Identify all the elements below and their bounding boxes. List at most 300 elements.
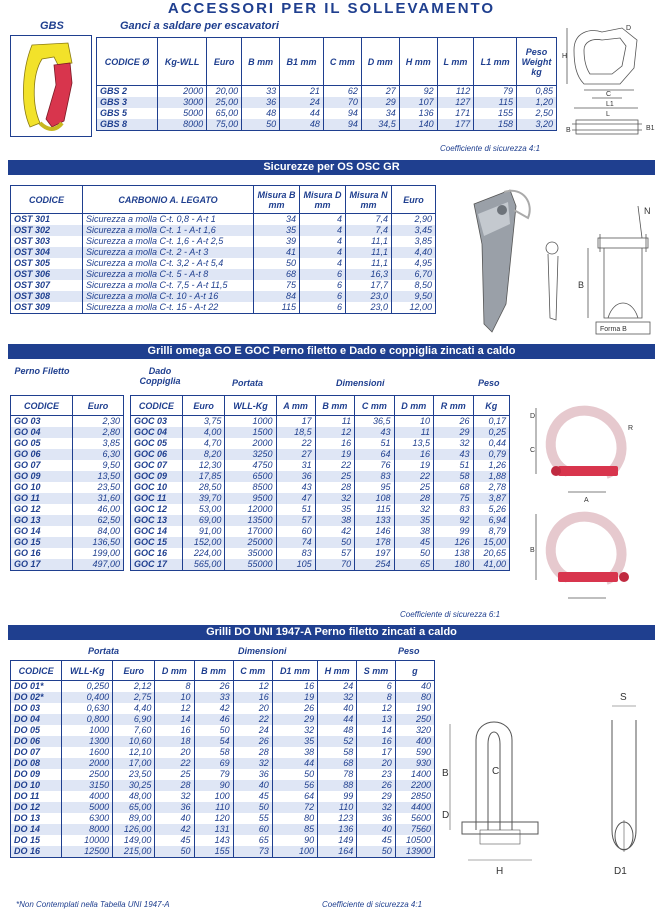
table-cell: 33 — [194, 692, 233, 703]
table-row — [131, 548, 510, 559]
table-cell: 16,3 — [346, 269, 392, 280]
table-cell: 78 — [318, 769, 357, 780]
table-cell: 199,00 — [92, 548, 120, 558]
table-cell: 24 — [280, 97, 324, 108]
table-cell: 5,26 — [488, 504, 506, 514]
table-cell: 36 — [242, 97, 280, 108]
table-cell: 89,00 — [113, 813, 155, 824]
table-cell: 60 — [276, 526, 315, 537]
table-cell: 22 — [155, 758, 194, 769]
table-row — [131, 449, 510, 460]
ost-header: CARBONIO A. LEGATO — [83, 186, 254, 214]
table-cell: 33 — [242, 86, 280, 98]
table-cell: 0,85 — [535, 86, 553, 96]
page-title: ACCESSORI PER IL SOLLEVAMENTO — [167, 0, 496, 17]
table-cell: 36,5 — [355, 416, 394, 428]
table-cell: 45 — [155, 835, 194, 846]
table-cell: 26 — [357, 780, 396, 791]
table-row — [97, 108, 557, 119]
table-row — [131, 416, 510, 428]
go-note: Coefficiente di sicurezza 6:1 — [400, 610, 501, 619]
table-cell: 35 — [394, 515, 433, 526]
table-cell: 25000 — [225, 537, 276, 548]
code-cell: DO 06 — [11, 736, 62, 747]
table-cell: 2850 — [410, 791, 431, 801]
table-cell: Sicurezza a molla C-t. 3,2 - A-t 5,4 — [83, 258, 254, 269]
code-cell: GBS 5 — [97, 108, 158, 119]
table-cell: 50 — [357, 846, 396, 858]
table-cell: 0,800 — [62, 714, 113, 725]
table-cell: 94 — [323, 108, 361, 119]
table-row — [11, 269, 436, 280]
table-cell: 70 — [315, 559, 354, 571]
table-cell: 28 — [315, 482, 354, 493]
go-drawing-a: A — [584, 497, 589, 504]
table-cell: 20 — [155, 747, 194, 758]
table-cell: 42 — [194, 703, 233, 714]
table-cell: 92 — [399, 86, 437, 98]
table-cell: 54 — [194, 736, 233, 747]
table-cell: 55000 — [225, 559, 276, 571]
table-cell: Sicurezza a molla C-t. 10 - A-t 16 — [83, 291, 254, 302]
table-cell: 99 — [318, 791, 357, 802]
table-cell: 65 — [394, 559, 433, 571]
table-cell: 7560 — [395, 824, 434, 835]
table-cell: 115 — [474, 97, 517, 108]
go-bar: Grilli omega GO E GOC Perno filetto e Dado e coppiglia zincati a caldo — [8, 344, 655, 359]
table-cell: 21 — [280, 86, 324, 98]
do-header: WLL-Kg — [62, 661, 113, 681]
code-cell: DO 05 — [11, 725, 62, 736]
code-cell: DO 12 — [11, 802, 62, 813]
table-cell: 32 — [272, 725, 317, 736]
go-table — [10, 395, 124, 571]
table-cell: 4,95 — [414, 258, 432, 268]
table-cell: 6 — [357, 681, 396, 693]
do-drawing-d1: D1 — [614, 866, 627, 877]
table-row — [97, 97, 557, 108]
table-cell: 32 — [357, 802, 396, 813]
table-cell: 107 — [399, 97, 437, 108]
table-cell: 43 — [434, 449, 473, 460]
table-cell: 53,00 — [182, 504, 225, 515]
table-row — [11, 813, 435, 824]
code-cell: GO 05 — [11, 438, 73, 449]
table-cell: 28 — [155, 780, 194, 791]
table-cell: 11,1 — [346, 258, 392, 269]
table-cell: 23,50 — [113, 769, 155, 780]
code-cell: GO 09 — [11, 471, 73, 482]
table-cell: 95 — [355, 482, 394, 493]
go-header: CODICE — [11, 396, 73, 416]
table-cell: 17,85 — [182, 471, 225, 482]
table-cell: 14 — [357, 725, 396, 736]
table-cell: 58 — [318, 747, 357, 758]
table-cell: 12 — [233, 681, 272, 693]
table-row — [11, 747, 435, 758]
table-cell: 28,50 — [182, 482, 225, 493]
svg-text:B: B — [566, 127, 571, 134]
table-cell: 0,250 — [62, 681, 113, 693]
table-cell: 22 — [315, 460, 354, 471]
table-cell: 16 — [394, 449, 433, 460]
table-cell: 10500 — [405, 835, 431, 845]
code-cell: GO 10 — [11, 482, 73, 493]
table-cell: 8,79 — [488, 526, 506, 536]
table-cell: 17,00 — [113, 758, 155, 769]
table-cell: 92 — [434, 515, 473, 526]
table-cell: 112 — [437, 86, 474, 98]
table-cell: 48 — [280, 119, 324, 131]
table-cell: 50 — [394, 548, 433, 559]
table-cell: 55 — [233, 813, 272, 824]
table-cell: 6,90 — [113, 714, 155, 725]
table-cell: 65 — [233, 835, 272, 846]
do-drawing — [440, 680, 658, 880]
table-cell: 47 — [276, 493, 315, 504]
svg-text:H: H — [562, 53, 568, 60]
table-cell: 73 — [233, 846, 272, 858]
table-cell: 190 — [415, 703, 431, 713]
table-cell: 5600 — [410, 813, 431, 823]
go-portata: Portata — [232, 378, 264, 388]
table-cell: 72 — [272, 802, 317, 813]
table-cell: 171 — [437, 108, 474, 119]
table-row — [11, 515, 124, 526]
table-cell: 17000 — [225, 526, 276, 537]
do-note: Coefficiente di sicurezza 4:1 — [322, 900, 423, 909]
table-row — [11, 427, 124, 438]
table-cell: 69,00 — [182, 515, 225, 526]
table-cell: 4 — [300, 247, 346, 258]
table-cell: 100 — [194, 791, 233, 802]
table-cell: 2200 — [395, 780, 434, 791]
go-drawing-r: R — [628, 425, 634, 432]
table-row — [11, 548, 124, 559]
table-cell: 34 — [361, 108, 399, 119]
table-cell: 1500 — [225, 427, 276, 438]
go-drawing-d: D — [530, 413, 536, 420]
code-cell: GOC 16 — [131, 548, 183, 559]
table-cell: 136,50 — [73, 537, 124, 548]
table-cell: 3,87 — [473, 493, 509, 504]
table-row — [131, 526, 510, 537]
table-cell: 224,00 — [182, 548, 225, 559]
table-cell: 12,30 — [182, 460, 225, 471]
table-cell: 20 — [233, 703, 272, 714]
table-cell: 1600 — [62, 747, 113, 758]
goc-header: WLL-Kg — [225, 396, 276, 416]
code-cell: GO 13 — [11, 515, 73, 526]
table-cell: 45 — [394, 537, 433, 548]
table-cell: 136 — [318, 824, 357, 835]
code-cell: DO 04 — [11, 714, 62, 725]
table-cell: 48 — [318, 725, 357, 736]
table-row — [11, 736, 435, 747]
table-cell: 16 — [272, 681, 317, 693]
ost-table — [10, 185, 436, 314]
table-row — [11, 493, 124, 504]
go-header: Euro — [73, 396, 124, 416]
table-cell: 1,88 — [473, 471, 509, 482]
table-cell: 143 — [194, 835, 233, 846]
table-cell: 1000 — [62, 725, 113, 736]
table-cell: 8000 — [62, 824, 113, 835]
do-footnote: *Non Contemplati nella Tabella UNI 1947-A — [16, 900, 170, 909]
table-cell: 12 — [315, 427, 354, 438]
table-cell: 34,5 — [361, 119, 399, 131]
table-cell: 12,00 — [409, 302, 432, 312]
table-cell: 140 — [399, 119, 437, 131]
table-cell: 254 — [355, 559, 394, 571]
code-cell: OST 309 — [11, 302, 83, 314]
code-cell: GOC 17 — [131, 559, 183, 571]
table-row — [11, 438, 124, 449]
table-cell: 10000 — [62, 835, 113, 846]
table-cell: 64 — [355, 449, 394, 460]
table-row — [11, 681, 435, 693]
code-cell: GOC 05 — [131, 438, 183, 449]
code-cell: GOC 13 — [131, 515, 183, 526]
table-row — [11, 449, 124, 460]
table-cell: 497,00 — [73, 559, 124, 571]
table-cell: 79 — [474, 86, 517, 98]
table-cell: 13,50 — [73, 471, 124, 482]
table-cell: 16 — [315, 438, 354, 449]
code-cell: DO 14 — [11, 824, 62, 835]
table-cell: Sicurezza a molla C-t. 1 - A-t 1,6 — [83, 225, 254, 236]
gbs-header: Euro — [207, 38, 242, 86]
table-cell: 3,45 — [392, 225, 436, 236]
table-cell: 12500 — [62, 846, 113, 858]
table-row — [131, 515, 510, 526]
table-cell: 250 — [395, 714, 434, 725]
table-cell: 40 — [318, 703, 357, 714]
table-cell: 48 — [242, 108, 280, 119]
ost-drawing-b: B — [578, 280, 585, 290]
table-row — [131, 537, 510, 548]
code-cell: DO 09 — [11, 769, 62, 780]
table-cell: 10,60 — [113, 736, 155, 747]
table-cell: 69 — [194, 758, 233, 769]
table-cell: 68 — [318, 758, 357, 769]
table-cell: 149,00 — [113, 835, 155, 846]
table-cell: 83 — [276, 548, 315, 559]
table-cell: 29 — [361, 97, 399, 108]
table-cell: 1400 — [410, 769, 431, 779]
table-cell: 2500 — [62, 769, 113, 780]
table-cell: 16 — [357, 736, 396, 747]
code-cell: DO 11 — [11, 791, 62, 802]
do-dimensioni: Dimensioni — [238, 646, 287, 656]
code-cell: DO 02* — [11, 692, 62, 703]
table-cell: 75 — [434, 493, 473, 504]
gbs-header: H mm — [399, 38, 437, 86]
table-cell: 2,30 — [102, 416, 120, 426]
table-row — [131, 460, 510, 471]
goc-header: Euro — [182, 396, 225, 416]
table-cell: 57 — [315, 548, 354, 559]
code-cell: OST 306 — [11, 269, 83, 280]
ost-header: Misura B mm — [254, 186, 300, 214]
table-cell: 100 — [272, 846, 317, 858]
table-cell: 38 — [394, 526, 433, 537]
table-cell: 35 — [254, 225, 300, 236]
table-row — [97, 119, 557, 131]
svg-text:D: D — [626, 25, 632, 32]
table-cell: 6 — [300, 291, 346, 302]
table-row — [131, 559, 510, 571]
table-cell: 12 — [357, 703, 396, 714]
table-cell: 91,00 — [182, 526, 225, 537]
table-cell: 4,00 — [182, 427, 225, 438]
table-cell: 90 — [272, 835, 317, 846]
table-cell: 2000 — [62, 758, 113, 769]
table-cell: 35 — [315, 504, 354, 515]
table-row — [11, 758, 435, 769]
table-row — [11, 802, 435, 813]
do-portata: Portata — [88, 646, 120, 656]
table-cell: 4400 — [395, 802, 434, 813]
svg-text:B1: B1 — [646, 125, 655, 132]
table-row — [11, 769, 435, 780]
table-cell: 2,75 — [113, 692, 155, 703]
table-cell: 41 — [254, 247, 300, 258]
gbs-code: GBS — [40, 20, 64, 32]
table-cell: 36 — [233, 769, 272, 780]
code-cell: OST 303 — [11, 236, 83, 247]
table-row — [11, 280, 436, 291]
table-cell: 10 — [394, 416, 433, 428]
table-cell: 57 — [276, 515, 315, 526]
svg-text:C: C — [606, 91, 612, 98]
table-cell: 0,25 — [473, 427, 509, 438]
table-cell: 25 — [394, 482, 433, 493]
ost-header: Euro — [392, 186, 436, 214]
code-cell: GO 07 — [11, 460, 73, 471]
code-cell: DO 01* — [11, 681, 62, 693]
gbs-header: Peso Weight kg — [517, 38, 557, 86]
code-cell: DO 08 — [11, 758, 62, 769]
go-peso: Peso — [478, 378, 500, 388]
do-header: D mm — [155, 661, 194, 681]
table-cell: 178 — [355, 537, 394, 548]
code-cell: GOC 09 — [131, 471, 183, 482]
table-cell: 131 — [194, 824, 233, 835]
table-cell: 18,5 — [276, 427, 315, 438]
table-cell: 7,60 — [113, 725, 155, 736]
code-cell: GOC 15 — [131, 537, 183, 548]
table-cell: Sicurezza a molla C-t. 2 - A-t 3 — [83, 247, 254, 258]
table-cell: 14 — [155, 714, 194, 725]
table-cell: 51 — [434, 460, 473, 471]
table-cell: 4,40 — [392, 247, 436, 258]
goc-header: C mm — [355, 396, 394, 416]
table-cell: 50 — [242, 119, 280, 131]
table-cell: 1,20 — [517, 97, 557, 108]
table-cell: 50 — [315, 537, 354, 548]
table-cell: 52 — [318, 736, 357, 747]
table-cell: 26 — [233, 736, 272, 747]
table-cell: 68 — [434, 482, 473, 493]
code-cell: GO 06 — [11, 449, 73, 460]
gbs-header: L1 mm — [474, 38, 517, 86]
table-cell: 39 — [254, 236, 300, 247]
do-header: g — [395, 661, 434, 681]
table-cell: 215,00 — [113, 846, 155, 858]
table-row — [11, 236, 436, 247]
table-cell: 58 — [194, 747, 233, 758]
table-cell: 32 — [318, 692, 357, 703]
gbs-drawing — [562, 20, 658, 140]
table-cell: 46,00 — [97, 504, 120, 514]
table-row — [11, 835, 435, 846]
table-cell: 62,50 — [73, 515, 124, 526]
table-cell: 65,00 — [207, 108, 242, 119]
table-cell: 6 — [300, 280, 346, 291]
table-row — [11, 692, 435, 703]
table-cell: 56 — [272, 780, 317, 791]
goc-header: Kg — [473, 396, 509, 416]
code-cell: GOC 11 — [131, 493, 183, 504]
table-cell: 5000 — [158, 108, 207, 119]
table-row — [97, 86, 557, 98]
table-cell: 60 — [233, 824, 272, 835]
table-cell: 13900 — [395, 846, 434, 858]
table-cell: Sicurezza a molla C-t. 1,6 - A-t 2,5 — [83, 236, 254, 247]
table-cell: 88 — [318, 780, 357, 791]
table-cell: 44 — [280, 108, 324, 119]
table-cell: 51 — [276, 504, 315, 515]
ost-header: Misura D mm — [300, 186, 346, 214]
table-cell: 8,50 — [414, 280, 432, 290]
table-cell: 65,00 — [113, 802, 155, 813]
table-cell: 108 — [355, 493, 394, 504]
code-cell: OST 307 — [11, 280, 83, 291]
table-cell: 0,44 — [488, 438, 506, 448]
go-dimensioni: Dimensioni — [336, 378, 385, 388]
table-cell: 40 — [420, 681, 431, 691]
table-cell: 180 — [434, 559, 473, 571]
goc-header: B mm — [315, 396, 354, 416]
table-cell: 20,00 — [207, 86, 242, 98]
ost-drawing-n: N — [644, 206, 651, 216]
table-cell: 20,65 — [483, 548, 506, 558]
table-cell: 24 — [318, 681, 357, 693]
table-cell: 0,79 — [473, 449, 509, 460]
table-cell: 146 — [355, 526, 394, 537]
table-cell: 64 — [272, 791, 317, 802]
table-row — [131, 438, 510, 449]
table-cell: 23,50 — [97, 482, 120, 492]
table-cell: 4,70 — [182, 438, 225, 449]
table-cell: 13 — [357, 714, 396, 725]
table-row — [11, 225, 436, 236]
table-row — [11, 416, 124, 428]
table-row — [11, 780, 435, 791]
table-cell: 17 — [276, 416, 315, 428]
table-cell: 4 — [300, 214, 346, 226]
table-cell: 1000 — [225, 416, 276, 428]
gbs-header: D mm — [361, 38, 399, 86]
table-cell: 80 — [395, 692, 434, 703]
table-cell: 149 — [318, 835, 357, 846]
table-cell: 115 — [355, 504, 394, 515]
table-cell: 6 — [300, 302, 346, 314]
table-cell: 25 — [315, 471, 354, 482]
go-drawing-b: B — [530, 547, 535, 554]
ost-drawing-forma: Forma B — [600, 326, 627, 333]
